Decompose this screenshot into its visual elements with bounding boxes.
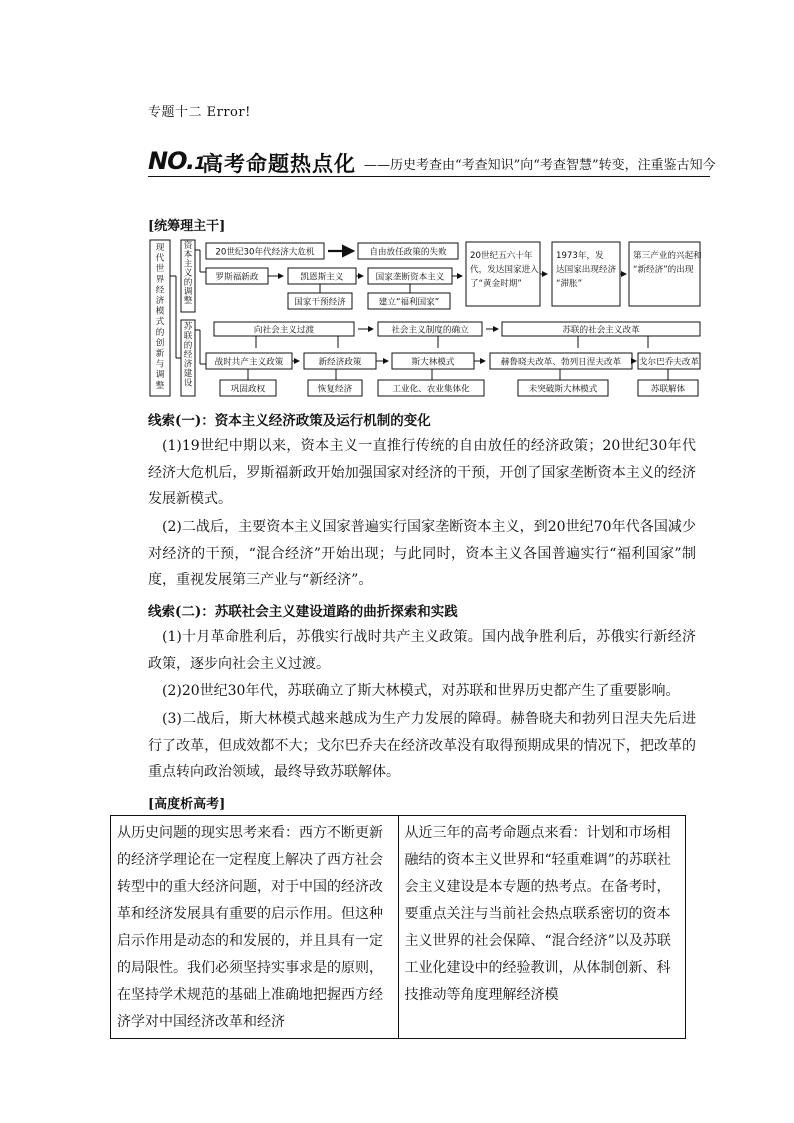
node-transition: 向社会主义过渡 <box>253 325 315 336</box>
page-header: 专题十二 Error! <box>148 105 251 120</box>
node-state-monopoly: 国家垄断资本主义 <box>375 272 445 283</box>
clue1-title: 线索(一)：资本主义经济政策及运行机制的变化 <box>148 413 431 429</box>
section-analysis-label: [高度析高考] <box>148 797 226 812</box>
clue2-paragraph-1: (1)十月革命胜利后，苏俄实行战时共产主义政策。国内战争胜利后，苏俄实行新经济政策，逐步向社会主义过渡。 <box>148 629 696 672</box>
node-stalin: 斯大林模式 <box>411 357 455 368</box>
node-tertiary: 第三产业的兴起和“新经济”的出现 <box>633 251 702 275</box>
banner <box>148 147 716 177</box>
clue2-paragraph-2: (2)20世纪30年代，苏联确立了斯大林模式，对苏联和世界历史都产生了重要影响。 <box>162 683 680 699</box>
node-nep: 新经济政策 <box>318 357 362 368</box>
concept-diagram <box>148 238 704 400</box>
node-reform: 苏联的社会主义改革 <box>562 325 640 336</box>
banner-number: NO.1 <box>148 147 205 175</box>
analysis-left-cell: 从历史问题的现实思考来看：西方不断更新的经济学理论在一定程度上解决了西方社会转型中的重大经济问题，对于中国的经济改革和经济发展具有重要的启示作用。但这种启示作用是动态的和发展的，并且具有一定的局限性。我们必须坚持实事求是的原则，在坚持学术规范的基础上准确地把握西方经济学对中国经济改革和经济 <box>111 816 399 1039</box>
node-dissolution: 苏联解体 <box>650 384 686 395</box>
node-war-communism: 战时共产主义政策 <box>214 357 284 368</box>
node-golden-age: 20世纪五六十年代，发达国家进入了“黄金时期” <box>470 251 539 289</box>
banner-heading: 高考命题热点化 <box>202 152 356 176</box>
table-row <box>111 816 686 1039</box>
banner-rule <box>148 176 710 177</box>
node-laissez-failure: 自由放任政策的失败 <box>369 247 447 258</box>
banner-subtitle: ——历史考查由“考查知识”向“考查智慧”转变，注重鉴古知今 <box>364 158 716 173</box>
node-establish: 社会主义制度的确立 <box>391 325 469 336</box>
group-capitalism-label: 资本主义的调整 <box>183 241 193 307</box>
node-consolidate: 巩固政权 <box>230 384 266 395</box>
node-recovery: 恢复经济 <box>317 384 353 395</box>
section-outline-label: [统筹理主干] <box>148 219 226 234</box>
diagram-title: 现代世界经济模式的创新与调整 <box>155 243 165 391</box>
group-soviet-label: 苏联的经济建设 <box>183 322 193 389</box>
node-welfare: 建立“福利国家” <box>378 297 440 308</box>
analysis-right-cell: 从近三年的高考命题点来看：计划和市场相融结的资本主义世界和“轻重难调”的苏联社会主义建设是本专题的热考点。在备考时，要重点关注与当前社会热点联系密切的资本主义世界的社会保障、“混合经济”以及苏联工业化建设中的经验教训，从体制创新、科技推动等角度理解经济模 <box>398 816 686 1039</box>
node-stagflation: 1973年，发达国家出现经济“滞胀” <box>556 251 617 289</box>
node-intervention: 国家干预经济 <box>294 297 346 308</box>
clue2-title: 线索(二)：苏联社会主义建设道路的曲折探索和实践 <box>148 604 458 620</box>
analysis-table <box>110 815 686 1039</box>
node-keynes: 凯恩斯主义 <box>300 272 344 283</box>
node-industrialization: 工业化、农业集体化 <box>392 384 470 395</box>
node-new-deal: 罗斯福新政 <box>215 272 259 283</box>
node-khrushchev: 赫鲁晓夫改革、勃列日涅夫改革 <box>500 357 622 368</box>
clue2-paragraph-3: (3)二战后，斯大林模式越来越成为生产力发展的障碍。赫鲁晓夫和勃列日涅夫先后进行了改革，但成效都不大；戈尔巴乔夫在经济改革没有取得预期成果的情况下，把改革的重点转向政治领域，最终导致苏联解体。 <box>148 711 696 780</box>
node-not-broken: 未突破斯大林模式 <box>528 384 598 395</box>
clue1-paragraph-2: (2)二战后，主要资本主义国家普遍实行国家垄断资本主义，到20世纪70年代各国减少对经济的干预，“混合经济”开始出现；与此同时，资本主义各国普遍实行“福利国家”制度，重视发展第三产业与“新经济”。 <box>148 519 696 588</box>
node-crisis: 20世纪30年代经济大危机 <box>215 247 315 258</box>
clue1-paragraph-1: (1)19世纪中期以来，资本主义一直推行传统的自由放任的经济政策；20世纪30年代经济大危机后，罗斯福新政开始加强国家对经济的干预，开创了国家垄断资本主义的经济发展新模式。 <box>148 438 696 507</box>
node-gorbachev: 戈尔巴乔夫改革 <box>638 357 700 368</box>
